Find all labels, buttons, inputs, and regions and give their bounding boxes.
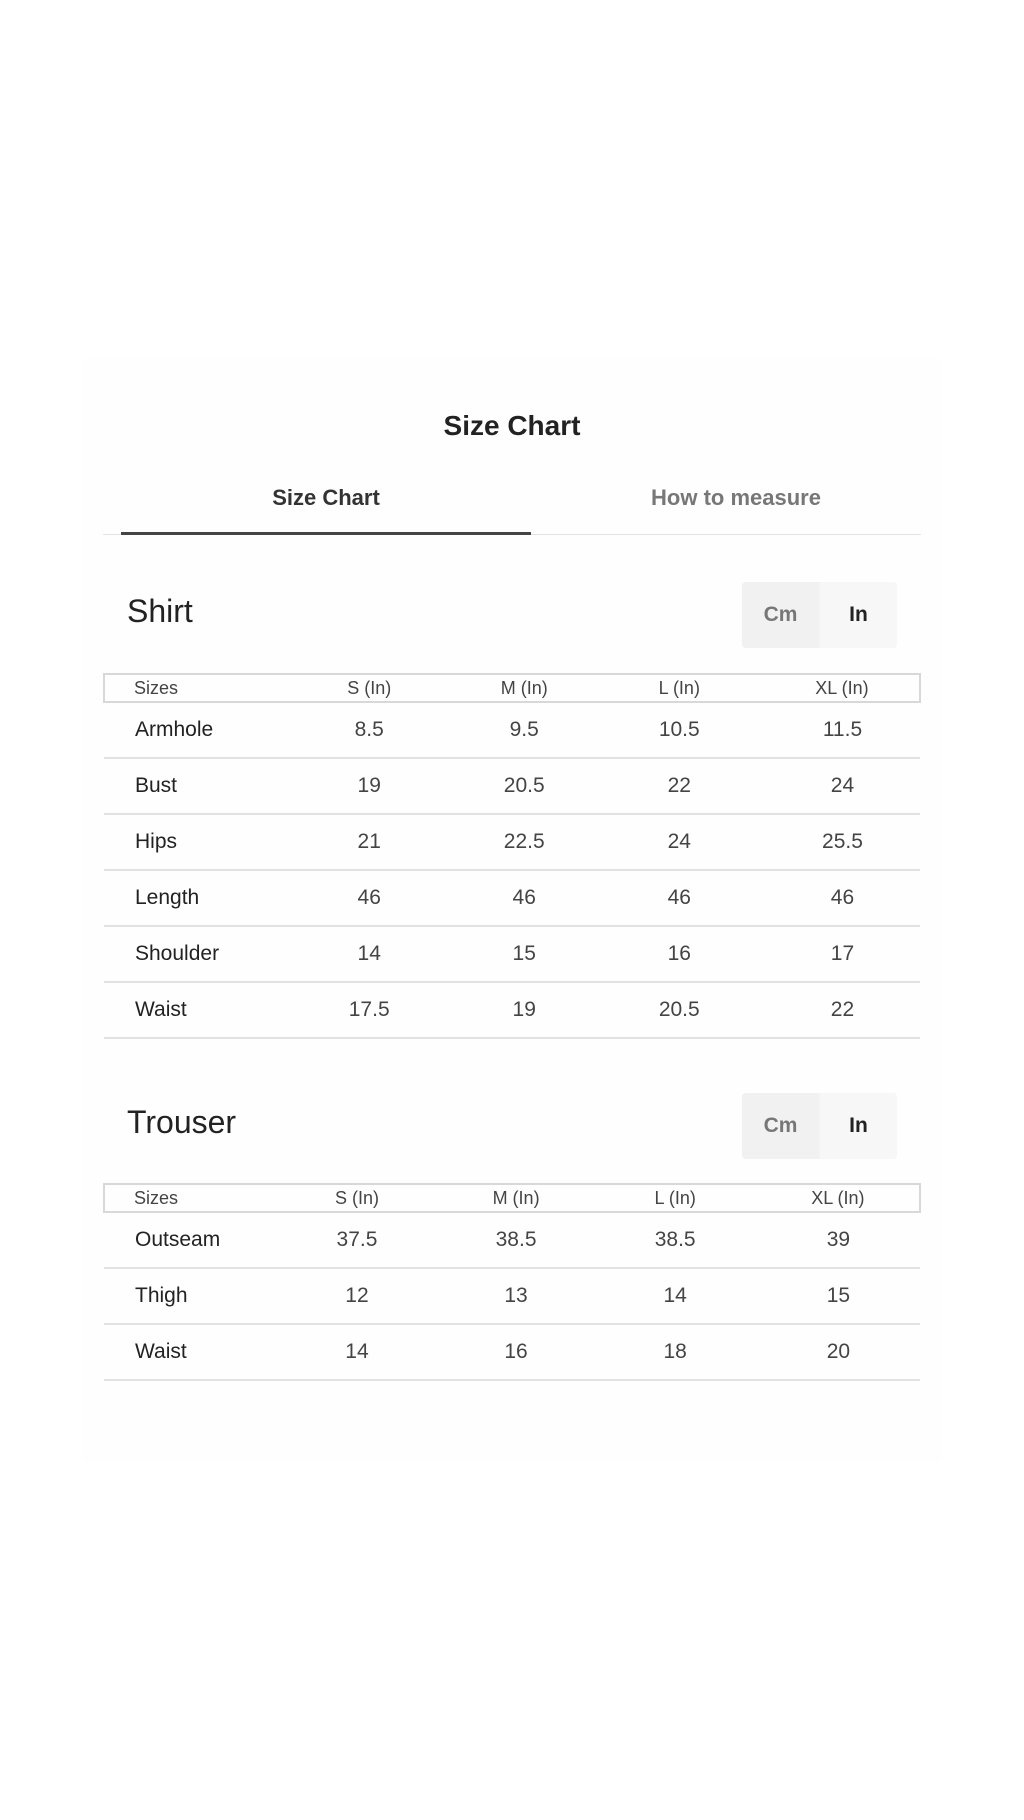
table-row — [104, 1324, 920, 1380]
cell-value: 17 — [765, 926, 920, 982]
cell-value: 22 — [594, 758, 765, 814]
cell-value: 14 — [275, 1324, 438, 1380]
cell-value: 15 — [455, 926, 594, 982]
table-row — [104, 926, 920, 982]
cell-value: 20.5 — [594, 982, 765, 1038]
cell-value: 19 — [284, 758, 455, 814]
table-row — [104, 758, 920, 814]
cell-value: 9.5 — [455, 702, 594, 758]
cell-value: 13 — [439, 1268, 594, 1324]
table-row — [104, 1268, 920, 1324]
cell-value: 20.5 — [455, 758, 594, 814]
cell-value: 46 — [455, 870, 594, 926]
cell-value: 25.5 — [765, 814, 920, 870]
row-label: Armhole — [104, 702, 284, 758]
trouser-unit-in-button[interactable]: In — [820, 1093, 897, 1159]
cell-value: 14 — [594, 1268, 757, 1324]
cell-value: 24 — [765, 758, 920, 814]
table-row — [104, 814, 920, 870]
trouser-size-table — [103, 1183, 921, 1381]
cell-value: 20 — [757, 1324, 920, 1380]
tab-bar — [103, 478, 921, 535]
shirt-section-title: Shirt — [127, 593, 193, 629]
cell-value: 10.5 — [594, 702, 765, 758]
header-m: M (In) — [455, 674, 594, 702]
row-label: Hips — [104, 814, 284, 870]
cell-value: 17.5 — [284, 982, 455, 1038]
cell-value: 38.5 — [594, 1212, 757, 1268]
row-label: Thigh — [104, 1268, 275, 1324]
row-label: Waist — [104, 982, 284, 1038]
cell-value: 18 — [594, 1324, 757, 1380]
header-m: M (In) — [439, 1184, 594, 1212]
trouser-unit-toggle — [742, 1093, 897, 1159]
header-l: L (In) — [594, 674, 765, 702]
shirt-unit-toggle — [742, 582, 897, 648]
cell-value: 39 — [757, 1212, 920, 1268]
tab-how-to-measure[interactable]: How to measure — [651, 485, 821, 510]
table-header-row — [104, 674, 920, 702]
trouser-unit-cm-button[interactable]: Cm — [742, 1093, 819, 1159]
tab-size-chart[interactable]: Size Chart — [121, 478, 531, 534]
cell-value: 19 — [455, 982, 594, 1038]
header-xl: XL (In) — [765, 674, 920, 702]
cell-value: 38.5 — [439, 1212, 594, 1268]
modal-title: Size Chart — [443, 410, 581, 441]
table-row — [104, 1212, 920, 1268]
cell-value: 8.5 — [284, 702, 455, 758]
table-header-row — [104, 1184, 920, 1212]
cell-value: 14 — [284, 926, 455, 982]
shirt-size-table — [103, 673, 921, 1039]
header-s: S (In) — [284, 674, 455, 702]
shirt-unit-in-button[interactable]: In — [820, 582, 897, 648]
header-l: L (In) — [594, 1184, 757, 1212]
row-label: Length — [104, 870, 284, 926]
table-row — [104, 870, 920, 926]
header-s: S (In) — [275, 1184, 438, 1212]
cell-value: 22 — [765, 982, 920, 1038]
cell-value: 22.5 — [455, 814, 594, 870]
cell-value: 46 — [284, 870, 455, 926]
row-label: Waist — [104, 1324, 275, 1380]
row-label: Shoulder — [104, 926, 284, 982]
row-label: Bust — [104, 758, 284, 814]
header-sizes: Sizes — [104, 1184, 275, 1212]
cell-value: 24 — [594, 814, 765, 870]
shirt-unit-cm-button[interactable]: Cm — [742, 582, 819, 648]
row-label: Outseam — [104, 1212, 275, 1268]
header-sizes: Sizes — [104, 674, 284, 702]
header-xl: XL (In) — [757, 1184, 920, 1212]
cell-value: 12 — [275, 1268, 438, 1324]
cell-value: 15 — [757, 1268, 920, 1324]
cell-value: 46 — [765, 870, 920, 926]
table-row — [104, 702, 920, 758]
cell-value: 16 — [594, 926, 765, 982]
cell-value: 46 — [594, 870, 765, 926]
trouser-section-title: Trouser — [127, 1104, 237, 1140]
cell-value: 37.5 — [275, 1212, 438, 1268]
cell-value: 21 — [284, 814, 455, 870]
table-row — [104, 982, 920, 1038]
cell-value: 16 — [439, 1324, 594, 1380]
cell-value: 11.5 — [765, 702, 920, 758]
